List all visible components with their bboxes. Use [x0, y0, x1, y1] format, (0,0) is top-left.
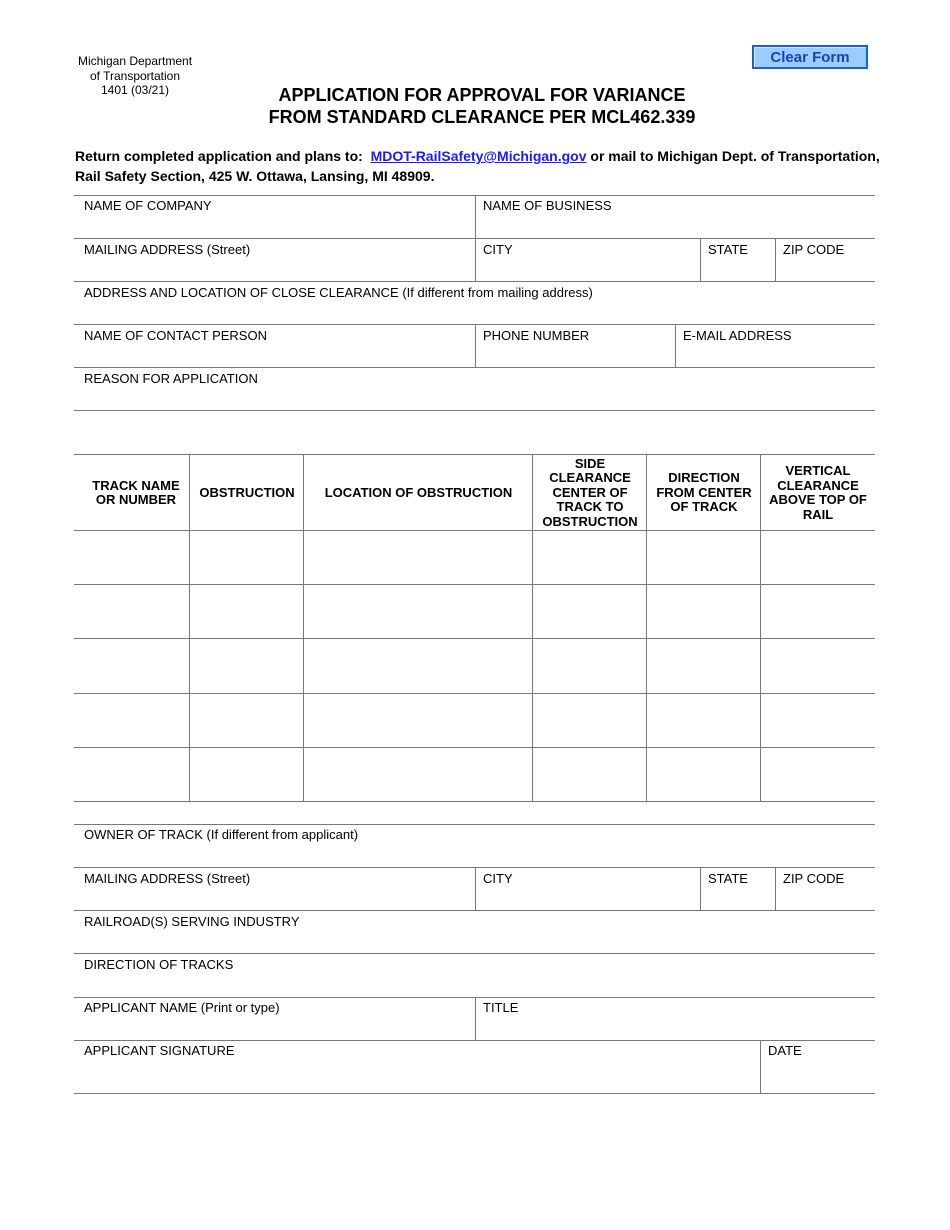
owner-mailing-address-label: MAILING ADDRESS (Street)	[84, 871, 251, 886]
owner-city-field[interactable]	[480, 887, 699, 909]
divider	[74, 1040, 875, 1041]
date-label: DATE	[768, 1043, 802, 1058]
state-label: STATE	[708, 242, 748, 257]
applicant-name-field[interactable]	[80, 1016, 474, 1038]
table-border	[74, 693, 875, 694]
owner-city-label: CITY	[483, 871, 513, 886]
owner-mailing-address-field[interactable]	[80, 887, 474, 909]
divider	[475, 195, 476, 281]
location-cell[interactable]	[305, 532, 535, 584]
track-owner-label: OWNER OF TRACK (If different from applicant)	[84, 827, 359, 842]
applicant-title-label: TITLE	[483, 1000, 519, 1015]
header-obstruction: OBSTRUCTION	[199, 484, 295, 500]
divider	[475, 997, 476, 1040]
track-direction-field[interactable]	[80, 973, 874, 995]
table-border	[74, 530, 875, 531]
instructions-suffix: or mail to Michigan Dept. of Transportation, Rail Safety Section, 425 W. Ottawa, Lansing, MI 48909.	[75, 148, 880, 184]
obstruction-cell[interactable]	[191, 532, 306, 584]
direction-cell[interactable]	[648, 532, 763, 584]
phone-number-field[interactable]	[480, 344, 674, 366]
railroads-field[interactable]	[80, 930, 874, 952]
location-cell[interactable]	[305, 586, 535, 638]
side-clearance-cell[interactable]	[534, 640, 649, 692]
track-name-cell[interactable]	[76, 532, 192, 584]
agency-name-line2: of Transportation	[89, 68, 181, 83]
owner-state-label: STATE	[708, 871, 748, 886]
header-side-clearance: SIDE CLEARANCE CENTER OF TRACK TO OBSTRUCTION	[542, 455, 638, 529]
header-location-of-obstruction: LOCATION OF OBSTRUCTION	[324, 484, 513, 500]
clearance-location-label: ADDRESS AND LOCATION OF CLOSE CLEARANCE (If different from mailing address)	[84, 285, 593, 300]
company-name-field[interactable]	[80, 214, 474, 236]
vertical-clearance-cell[interactable]	[762, 640, 878, 692]
track-name-cell[interactable]	[76, 695, 192, 747]
table-border	[74, 584, 875, 585]
direction-cell[interactable]	[648, 749, 763, 801]
header-track-name: TRACK NAME OR NUMBER	[92, 477, 180, 507]
track-direction-label: DIRECTION OF TRACKS	[84, 957, 234, 972]
clear-form-button[interactable]: Clear Form	[752, 45, 868, 69]
applicant-signature-label: APPLICANT SIGNATURE	[84, 1043, 235, 1058]
table-border	[74, 638, 875, 639]
owner-state-field[interactable]	[705, 887, 774, 909]
form-number: 1401 (03/21)	[100, 83, 170, 97]
owner-zip-code-label: ZIP CODE	[783, 871, 845, 886]
divider	[74, 953, 875, 954]
state-field[interactable]	[705, 258, 774, 280]
direction-cell[interactable]	[648, 695, 763, 747]
divider	[74, 281, 875, 282]
title-line1: APPLICATION FOR APPROVAL FOR VARIANCE	[278, 85, 686, 105]
instructions-prefix: Return completed application and plans to:	[75, 148, 363, 164]
table-border	[74, 801, 875, 802]
divider	[74, 1093, 875, 1094]
applicant-title-field[interactable]	[480, 1016, 874, 1038]
track-name-cell[interactable]	[76, 640, 192, 692]
agency-name-line1: Michigan Department	[77, 54, 193, 68]
track-name-cell[interactable]	[76, 586, 192, 638]
table-border	[74, 747, 875, 748]
location-cell[interactable]	[305, 695, 535, 747]
vertical-clearance-cell[interactable]	[762, 695, 878, 747]
obstruction-cell[interactable]	[191, 749, 306, 801]
divider	[700, 238, 701, 281]
divider	[74, 410, 875, 411]
direction-cell[interactable]	[648, 586, 763, 638]
divider	[475, 324, 476, 367]
table-border	[74, 454, 875, 455]
applicant-name-label: APPLICANT NAME (Print or type)	[84, 1000, 280, 1015]
owner-zip-code-field[interactable]	[780, 887, 874, 909]
location-cell[interactable]	[305, 749, 535, 801]
divider	[775, 238, 776, 281]
divider	[74, 824, 875, 825]
track-owner-field[interactable]	[80, 843, 874, 865]
email-link[interactable]: MDOT-RailSafety@Michigan.gov	[370, 148, 587, 164]
track-name-cell[interactable]	[76, 749, 192, 801]
side-clearance-cell[interactable]	[534, 749, 649, 801]
instructions	[75, 146, 885, 186]
divider	[475, 867, 476, 910]
zip-code-label: ZIP CODE	[783, 242, 845, 257]
business-name-label: NAME OF BUSINESS	[483, 198, 612, 213]
header-direction-from-center: DIRECTION FROM CENTER OF TRACK	[656, 470, 752, 515]
vertical-clearance-cell[interactable]	[762, 586, 878, 638]
page-title	[150, 84, 814, 128]
divider	[74, 367, 875, 368]
obstruction-cell[interactable]	[191, 695, 306, 747]
obstruction-cell[interactable]	[191, 640, 306, 692]
side-clearance-cell[interactable]	[534, 586, 649, 638]
divider	[775, 867, 776, 910]
business-name-field[interactable]	[480, 214, 874, 236]
vertical-clearance-cell[interactable]	[762, 532, 878, 584]
direction-cell[interactable]	[648, 640, 763, 692]
clearance-location-field[interactable]	[80, 301, 874, 323]
city-label: CITY	[483, 242, 513, 257]
email-address-field[interactable]	[680, 344, 874, 366]
email-address-label: E-MAIL ADDRESS	[683, 328, 792, 343]
contact-person-label: NAME OF CONTACT PERSON	[84, 328, 267, 343]
title-line2: FROM STANDARD CLEARANCE PER MCL462.339	[268, 107, 696, 127]
city-field[interactable]	[480, 258, 699, 280]
company-name-label: NAME OF COMPANY	[84, 198, 212, 213]
reason-field[interactable]	[80, 387, 874, 409]
mailing-address-label: MAILING ADDRESS (Street)	[84, 242, 251, 257]
divider	[700, 867, 701, 910]
zip-code-field[interactable]	[780, 258, 874, 280]
side-clearance-cell[interactable]	[534, 695, 649, 747]
applicant-signature-field[interactable]	[80, 1060, 759, 1090]
location-cell[interactable]	[305, 640, 535, 692]
divider	[74, 910, 875, 911]
divider	[675, 324, 676, 367]
mailing-address-field[interactable]	[80, 258, 474, 280]
phone-number-label: PHONE NUMBER	[483, 328, 590, 343]
reason-label: REASON FOR APPLICATION	[84, 371, 258, 386]
divider	[760, 1040, 761, 1093]
railroads-label: RAILROAD(S) SERVING INDUSTRY	[84, 914, 300, 929]
contact-person-field[interactable]	[80, 344, 474, 366]
obstruction-cell[interactable]	[191, 586, 306, 638]
date-field[interactable]	[765, 1060, 874, 1090]
side-clearance-cell[interactable]	[534, 532, 649, 584]
header-vertical-clearance: VERTICAL CLEARANCE ABOVE TOP OF RAIL	[769, 463, 867, 522]
vertical-clearance-cell[interactable]	[762, 749, 878, 801]
